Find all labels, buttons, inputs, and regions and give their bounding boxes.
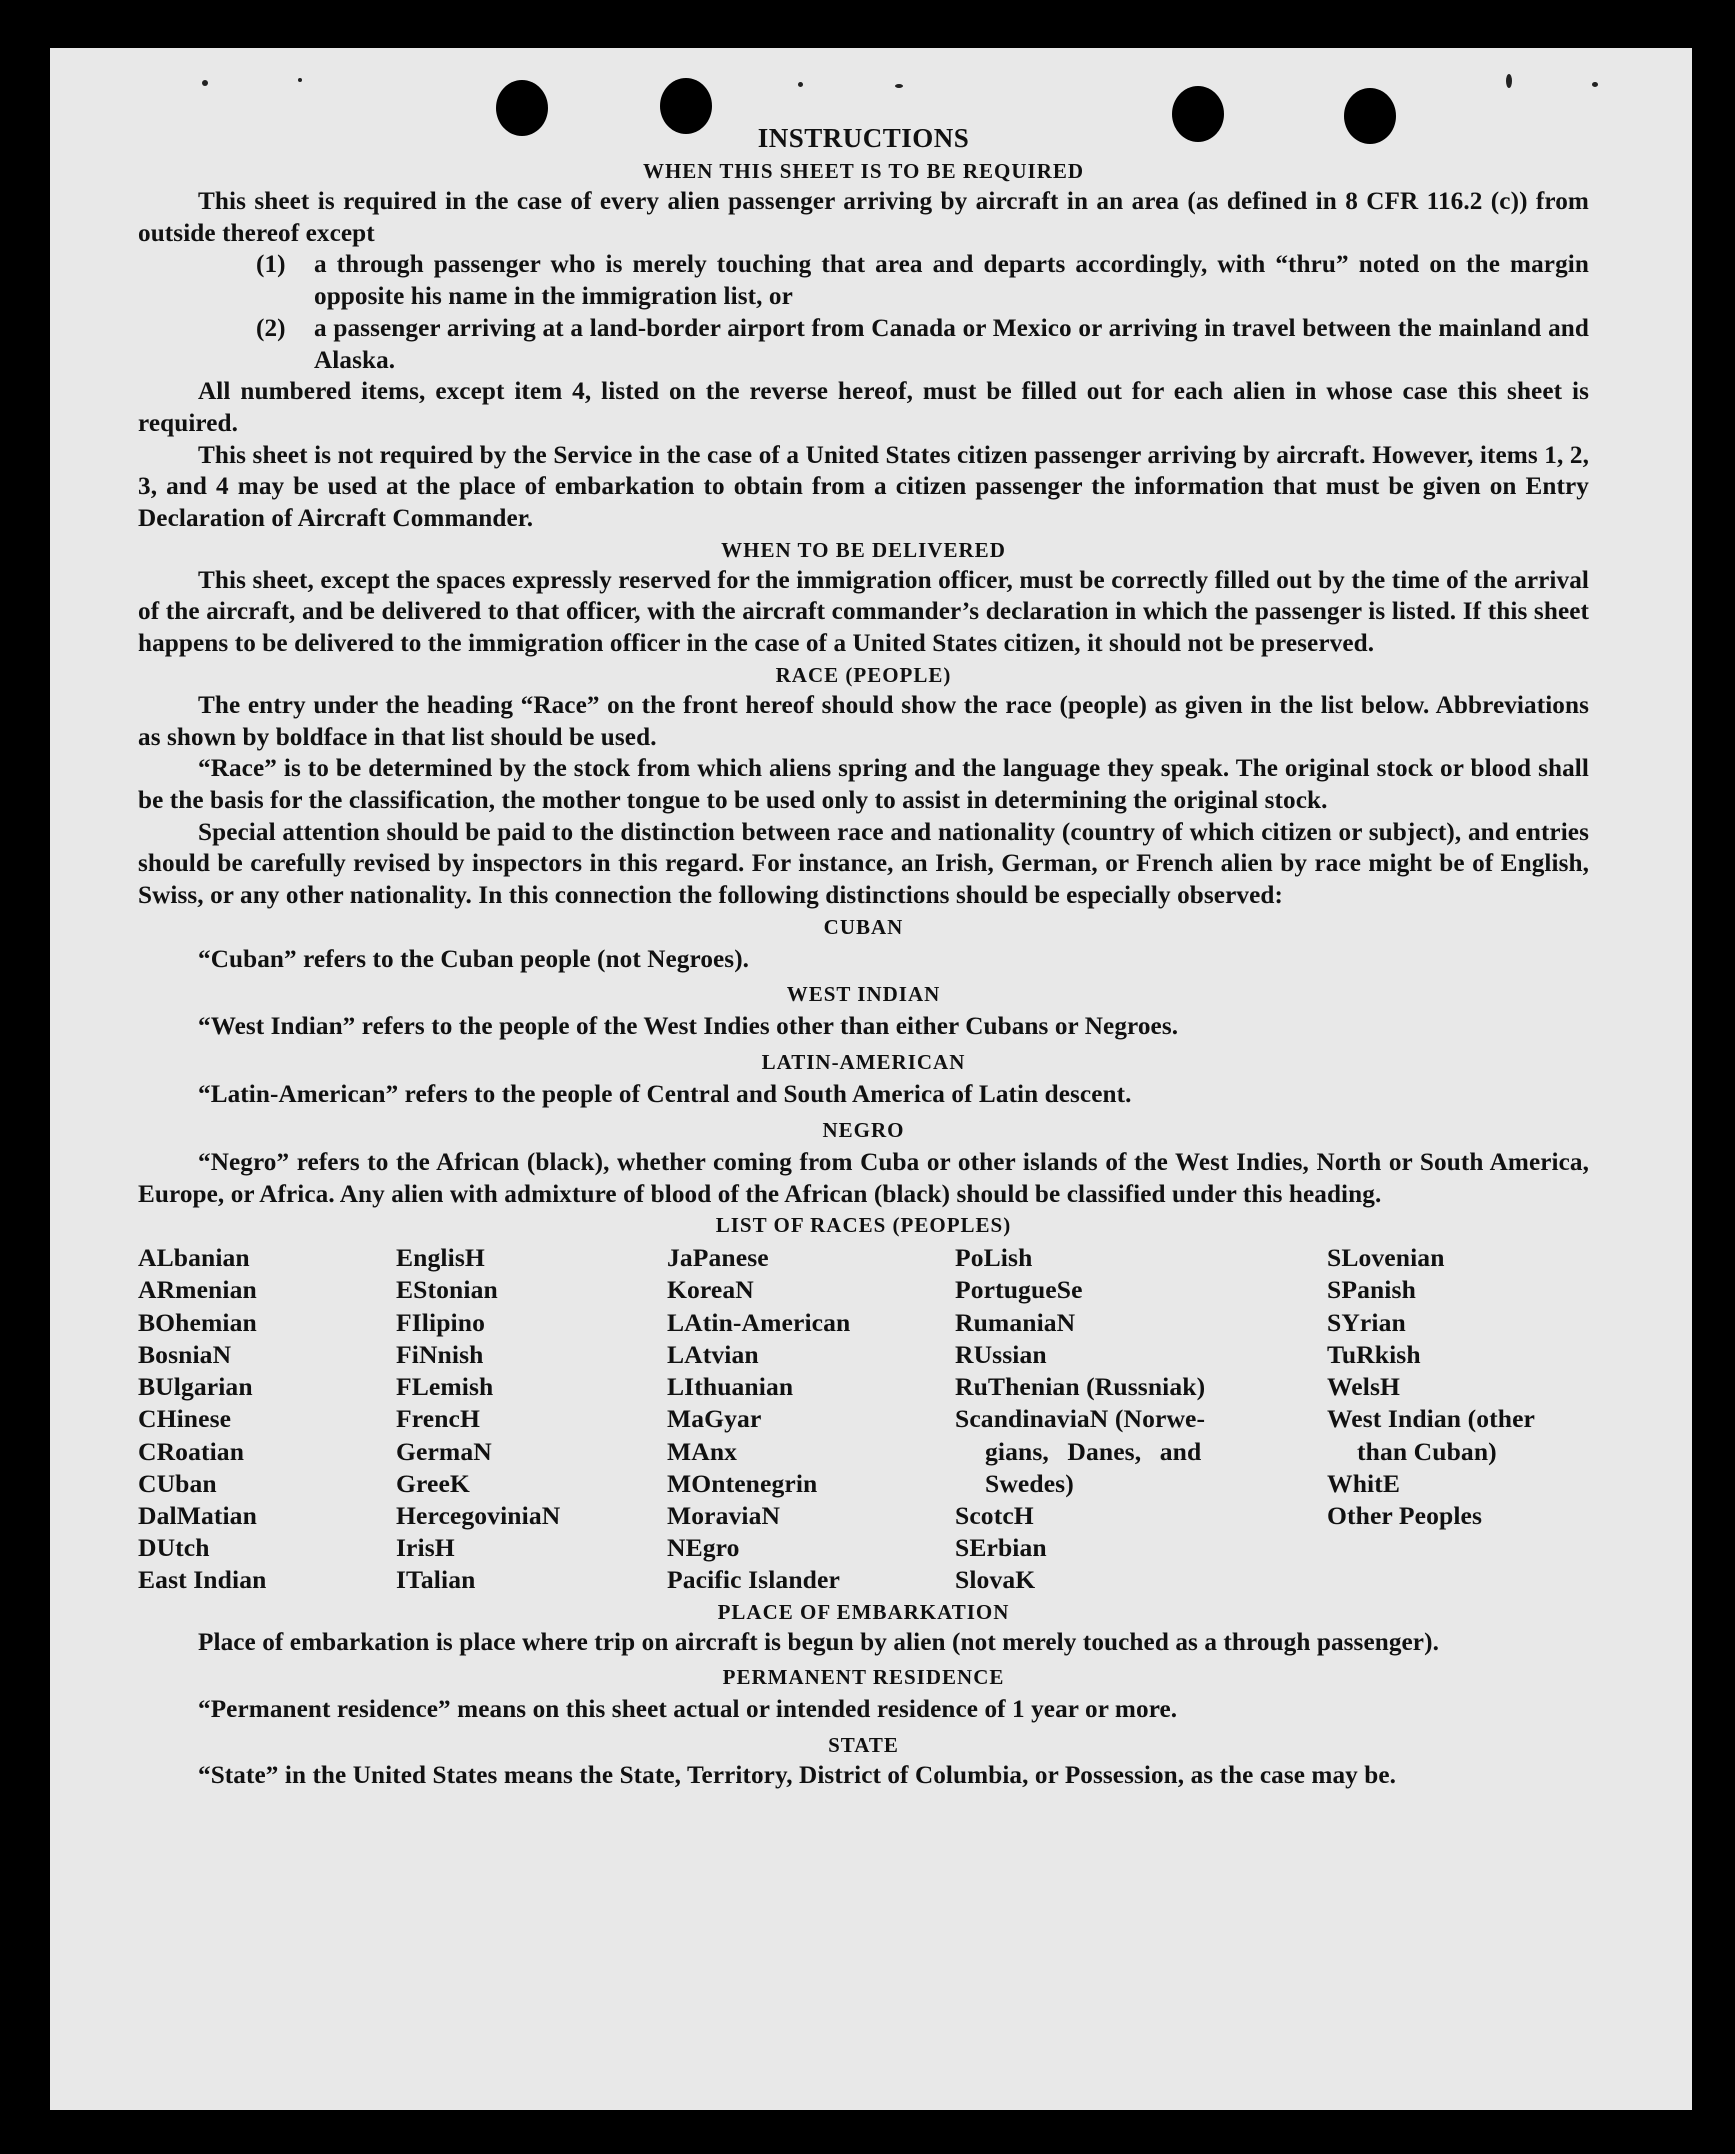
heading-when-required: WHEN THIS SHEET IS TO BE REQUIRED: [642, 159, 1085, 183]
list-item: [138, 249, 1589, 312]
list-item: ITalian: [396, 1565, 476, 1595]
paragraph-numbered-items: All numbered items, except item 4, listed on the reverse hereof, must be filled out for each alien in whose case this sheet is required.: [138, 378, 1589, 437]
speck: [1506, 74, 1512, 88]
heading-latin-american: LATIN-AMERICAN: [761, 1050, 966, 1075]
list-item: CUban: [138, 1468, 217, 1498]
list-item: West Indian (other: [1327, 1404, 1535, 1434]
list-item: SlovaK: [955, 1565, 1036, 1595]
speck: [202, 80, 208, 86]
list-item: RUssian: [955, 1339, 1047, 1369]
list-item: gians, Danes, and: [985, 1436, 1202, 1466]
list-item: FiNnish: [396, 1339, 484, 1369]
race-column: [396, 1242, 667, 1596]
paragraph-race-1: The entry under the heading “Race” on the front hereof should show the race (people) as given in the list below. Abbreviations as shown by boldface in that list should be used.: [138, 691, 1589, 751]
instructions-text: [138, 120, 1589, 1792]
list-item: BosniaN: [138, 1339, 232, 1369]
list-item: EnglisH: [396, 1243, 485, 1273]
paragraph-delivery: This sheet, except the spaces expressly reserved for the immigration officer, must be correctly filled out by the time of the arrival of the aircraft, and be delivered to that officer, with the aircraft commander’s declaration in which the passenger is listed. If this sheet happens to be delivered to the immigration officer in the case of a United States citizen, it should not be preserved.: [138, 566, 1589, 658]
speck: [895, 84, 903, 88]
list-item: GreeK: [396, 1468, 470, 1498]
heading-race: RACE (PEOPLE): [775, 662, 952, 687]
list-item: KoreaN: [667, 1275, 754, 1305]
list-item: East Indian: [138, 1565, 267, 1595]
list-item: SPanish: [1327, 1275, 1416, 1305]
definition-cuban: “Cuban” refers to the Cuban people (not Negroes).: [198, 945, 750, 973]
list-item: EStonian: [396, 1275, 498, 1305]
race-column: [955, 1242, 1327, 1596]
list-item: ScotcH: [955, 1500, 1034, 1530]
list-item: TuRkish: [1327, 1339, 1421, 1369]
item-text: a through passenger who is merely touching that area and departs accordingly, with “thru” noted on the margin opposite his name in the immigration list, or: [314, 251, 1589, 311]
definition-west-indian: “West Indian” refers to the people of the West Indies other than either Cubans or Negroes.: [198, 1013, 1179, 1041]
definition-state: “State” in the United States means the State, Territory, District of Columbia, or Possession, as the case may be.: [198, 1761, 1397, 1789]
list-item: BOhemian: [138, 1307, 257, 1337]
list-item: FIlipino: [396, 1307, 485, 1337]
list-item: WhitE: [1327, 1468, 1401, 1498]
list-item: WelsH: [1327, 1372, 1401, 1402]
list-item: PoLish: [955, 1243, 1033, 1273]
list-item: DalMatian: [138, 1500, 257, 1530]
exception-list: [138, 249, 1589, 376]
definition-embarkation: Place of embarkation is place where trip on aircraft is begun by alien (not merely touched as a through passenger).: [198, 1628, 1439, 1656]
list-item: FLemish: [396, 1372, 494, 1402]
heading-negro: NEGRO: [822, 1117, 905, 1142]
list-item: CRoatian: [138, 1436, 245, 1466]
race-column: [138, 1242, 396, 1596]
list-item: MOntenegrin: [667, 1468, 818, 1498]
list-item: GermaN: [396, 1436, 492, 1466]
paragraph-citizen: This sheet is not required by the Service in the case of a United States citizen passenger arriving by aircraft. However, items 1, 2, 3, and 4 may be used at the place of embarkation to obtain from a citizen passenger the information that must be given on Entry Declaration of Aircraft Commander.: [138, 441, 1589, 533]
list-item: RuThenian (Russniak): [955, 1372, 1206, 1402]
definition-negro: “Negro” refers to the African (black), whether coming from Cuba or other islands of the West Indies, North or South America, Europe, or Africa. Any alien with admixture of blood of the African (black) should be classified under this heading.: [138, 1148, 1589, 1208]
race-column: [667, 1242, 955, 1596]
list-item: CHinese: [138, 1404, 232, 1434]
list-item: IrisH: [396, 1533, 455, 1563]
paragraph-required-intro: This sheet is required in the case of every alien passenger arriving by aircraft in an area (as defined in 8 CFR 116.2 (c)) from outside thereof except: [138, 188, 1589, 247]
paragraph-race-3: Special attention should be paid to the distinction between race and nationality (country of which citizen or subject), and entries should be carefully revised by inspectors in this regard. For instance, an Irish, German, or French alien by race might be of English, Swiss, or any other nationality. In this connection the following distinctions should be especially observed:: [138, 818, 1589, 910]
list-item: FrencH: [396, 1404, 480, 1434]
list-item: NEgro: [667, 1533, 740, 1563]
item-number: (2): [256, 314, 286, 342]
heading-embarkation: PLACE OF EMBARKATION: [717, 1599, 1010, 1624]
list-item: JaPanese: [667, 1243, 769, 1273]
page-title: INSTRUCTIONS: [757, 123, 970, 153]
document-page: [50, 48, 1692, 2110]
heading-permanent-residence: PERMANENT RESIDENCE: [722, 1665, 1005, 1690]
heading-state: STATE: [828, 1732, 899, 1757]
list-item: LAtin-American: [667, 1307, 851, 1337]
speck: [298, 78, 302, 82]
list-item: ScandinaviaN (Norwe-: [955, 1404, 1206, 1434]
item-text: a passenger arriving at a land-border airport from Canada or Mexico or arriving in travel between the mainland and Alaska.: [314, 314, 1589, 374]
definition-latin-american: “Latin-American” refers to the people of Central and South America of Latin descent.: [198, 1081, 1132, 1109]
list-item: SYrian: [1327, 1307, 1406, 1337]
list-item: LIthuanian: [667, 1372, 794, 1402]
list-item: RumaniaN: [955, 1307, 1076, 1337]
list-item: MaGyar: [667, 1404, 762, 1434]
definition-permanent-residence: “Permanent residence” means on this sheet actual or intended residence of 1 year or more.: [198, 1696, 1178, 1724]
list-item: LAtvian: [667, 1339, 759, 1369]
list-item: BUlgarian: [138, 1372, 253, 1402]
heading-list-of-races: LIST OF RACES (PEOPLES): [715, 1213, 1012, 1238]
list-item: MoraviaN: [667, 1500, 781, 1530]
list-item: HercegoviniaN: [396, 1500, 561, 1530]
list-item: ARmenian: [138, 1275, 257, 1305]
speck: [798, 82, 803, 87]
list-item: Other Peoples: [1327, 1500, 1483, 1530]
list-item: PortugueSe: [955, 1275, 1083, 1305]
race-list: [138, 1242, 1589, 1596]
list-item: Pacific Islander: [667, 1565, 840, 1595]
paragraph-race-2: “Race” is to be determined by the stock from which aliens spring and the language they speak. The original stock or blood shall be the basis for the classification, the mother tongue to be used only to assist in determining the original stock.: [138, 755, 1589, 814]
heading-cuban: CUBAN: [823, 914, 904, 939]
race-column: [1327, 1242, 1589, 1596]
heading-west-indian: WEST INDIAN: [786, 982, 941, 1007]
list-item: [138, 313, 1589, 376]
list-item: MAnx: [667, 1436, 738, 1466]
list-item: than Cuban): [1357, 1436, 1497, 1466]
item-number: (1): [256, 251, 286, 279]
list-item: Swedes): [985, 1468, 1074, 1498]
list-item: SErbian: [955, 1533, 1047, 1563]
speck: [1592, 82, 1598, 87]
heading-when-delivered: WHEN TO BE DELIVERED: [721, 537, 1006, 562]
list-item: ALbanian: [138, 1243, 250, 1273]
list-item: DUtch: [138, 1533, 210, 1563]
list-item: SLovenian: [1327, 1243, 1445, 1273]
